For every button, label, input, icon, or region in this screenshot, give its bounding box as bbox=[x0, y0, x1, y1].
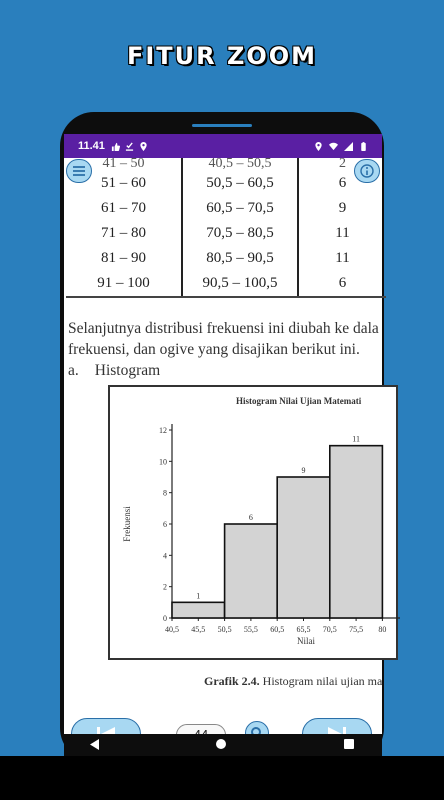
figure-caption bbox=[204, 674, 382, 689]
phone-screen bbox=[64, 134, 387, 734]
info-icon bbox=[360, 164, 374, 178]
system-navigation-bar bbox=[64, 734, 382, 756]
x-tick-label: 70,5 bbox=[322, 625, 337, 634]
y-tick-label: 0 bbox=[163, 614, 167, 623]
paragraph-line: Selanjutnya distribusi frekuensi ini diubah ke dala bbox=[68, 320, 379, 337]
bar-data-label: 9 bbox=[301, 466, 306, 475]
histogram-bar bbox=[330, 446, 383, 618]
y-tick-label: 6 bbox=[163, 520, 167, 529]
x-tick-label: 75,5 bbox=[349, 625, 364, 634]
y-tick-label: 2 bbox=[163, 582, 167, 592]
histogram-bar bbox=[225, 524, 278, 618]
subheading bbox=[68, 362, 160, 380]
paragraph-line: frekuensi, dan ogive yang disajikan berikut ini. bbox=[68, 341, 360, 358]
info-button[interactable] bbox=[354, 159, 380, 183]
menu-icon bbox=[72, 165, 86, 177]
x-tick-label: 65,5 bbox=[296, 625, 311, 634]
subheading-text: Histogram bbox=[94, 362, 161, 379]
status-bar bbox=[64, 134, 382, 158]
table-row: 71 – 80 70,5 – 80,5 11 bbox=[66, 221, 386, 246]
menu-button[interactable] bbox=[66, 159, 92, 183]
download-check-icon bbox=[125, 142, 134, 151]
frequency-table bbox=[66, 158, 386, 296]
home-icon[interactable] bbox=[216, 739, 226, 749]
bar-data-label: 6 bbox=[248, 513, 253, 522]
subheading-marker: a. bbox=[68, 362, 79, 379]
x-axis-label: Nilai bbox=[297, 636, 315, 646]
x-tick-label: 50,5 bbox=[217, 625, 232, 634]
status-time: 11.41 bbox=[78, 140, 105, 152]
x-tick-label: 45,5 bbox=[191, 625, 206, 634]
battery-icon bbox=[359, 142, 368, 151]
y-axis-label: Frekuensi bbox=[122, 506, 132, 542]
thumbs-up-icon bbox=[111, 142, 120, 151]
body-paragraph bbox=[68, 318, 428, 360]
table-row: 41 – 50 40,5 – 50,5 2 bbox=[66, 158, 386, 171]
signal-icon bbox=[344, 142, 353, 151]
bar-data-label: 11 bbox=[352, 434, 360, 444]
table-row: 61 – 70 60,5 – 70,5 9 bbox=[66, 196, 386, 221]
bottom-black-bar bbox=[0, 756, 444, 800]
table-bottom-border bbox=[66, 296, 386, 298]
histogram-chart bbox=[110, 387, 400, 662]
histogram-figure bbox=[108, 385, 398, 660]
histogram-bar bbox=[277, 477, 330, 618]
bar-data-label: 1 bbox=[196, 591, 201, 601]
x-tick-label: 55,5 bbox=[243, 625, 258, 634]
table-row: 81 – 90 80,5 – 90,5 11 bbox=[66, 246, 386, 271]
recent-apps-icon[interactable] bbox=[344, 739, 354, 749]
y-tick-label: 12 bbox=[159, 426, 167, 435]
wifi-icon bbox=[329, 142, 338, 151]
document-page[interactable] bbox=[64, 156, 387, 734]
x-tick-label: 40,5 bbox=[165, 625, 179, 634]
histogram-bar bbox=[172, 602, 225, 618]
location-icon bbox=[314, 142, 323, 151]
chart-title: Histogram Nilai Ujian Matemati bbox=[236, 396, 362, 406]
caption-text: Histogram nilai ujian ma bbox=[259, 674, 383, 688]
caption-label: Grafik 2.4. bbox=[204, 674, 260, 688]
banner-title: FITUR ZOOM bbox=[126, 42, 318, 70]
location-icon bbox=[139, 142, 148, 151]
table-row: 51 – 60 50,5 – 60,5 6 bbox=[66, 171, 386, 196]
x-tick-label: 80 bbox=[378, 625, 387, 634]
x-tick-label: 60,5 bbox=[270, 625, 285, 634]
y-tick-label: 10 bbox=[159, 457, 167, 467]
table-row: 91 – 100 90,5 – 100,5 6 bbox=[66, 271, 386, 296]
y-tick-label: 4 bbox=[163, 551, 167, 561]
back-icon[interactable] bbox=[90, 739, 100, 750]
y-tick-label: 8 bbox=[163, 488, 167, 498]
phone-speaker bbox=[192, 124, 252, 127]
